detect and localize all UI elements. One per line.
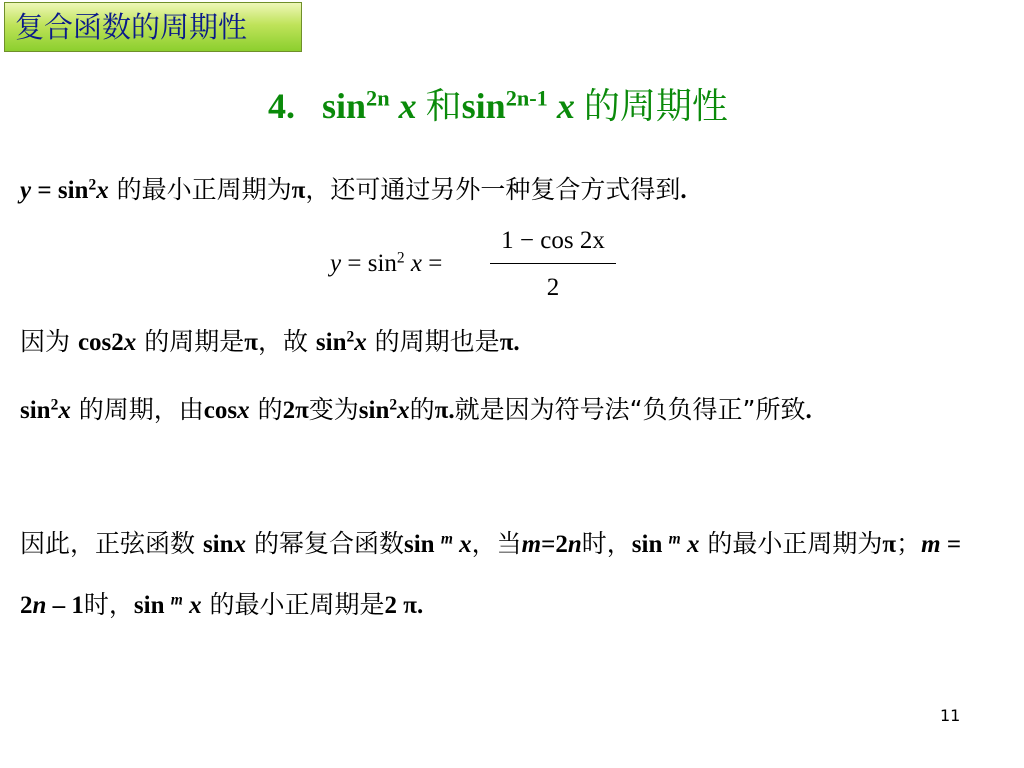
section-badge: 复合函数的周期性	[4, 2, 302, 52]
paragraph-conclusion: 因此，正弦函数 sinx 的幂复合函数sin $^m$ x，当m=2n时，sin $^m$ x 的最小正周期为π；m = 2n – 1时，sin $^m$ x 的最小正周期是2 π.	[20, 529, 962, 619]
formula-lhs: $y = \sin^2 x$ =	[330, 249, 443, 277]
slide-title	[268, 78, 728, 134]
paragraph-sign-rule: $\sin^2x$ 的周期，由cosx 的2π变为$\sin^2x$的π.就是因为符号法“负负得正”所致.	[20, 395, 812, 424]
title-connector: 和	[425, 86, 462, 127]
title-number: 4.	[268, 86, 295, 126]
title-function-2: $\sin^{2n-1} x$	[461, 85, 575, 126]
paragraph-cos-period: 因为 cos2x 的周期是π，故 $\sin^2x$ 的周期也是π.	[20, 327, 520, 356]
formula-denominator: 2	[546, 274, 560, 301]
paragraph-min-period: $y = \sin^2x$ 的最小正周期为π，还可通过另外一种复合方式得到.	[20, 175, 687, 204]
formula-numerator: 1 − cos 2x	[501, 227, 605, 254]
formula-fraction	[490, 222, 616, 304]
title-function-1: $\sin^{2n} x$	[322, 85, 417, 126]
page-number: 11	[940, 706, 961, 725]
title-tail: 的周期性	[583, 86, 728, 127]
